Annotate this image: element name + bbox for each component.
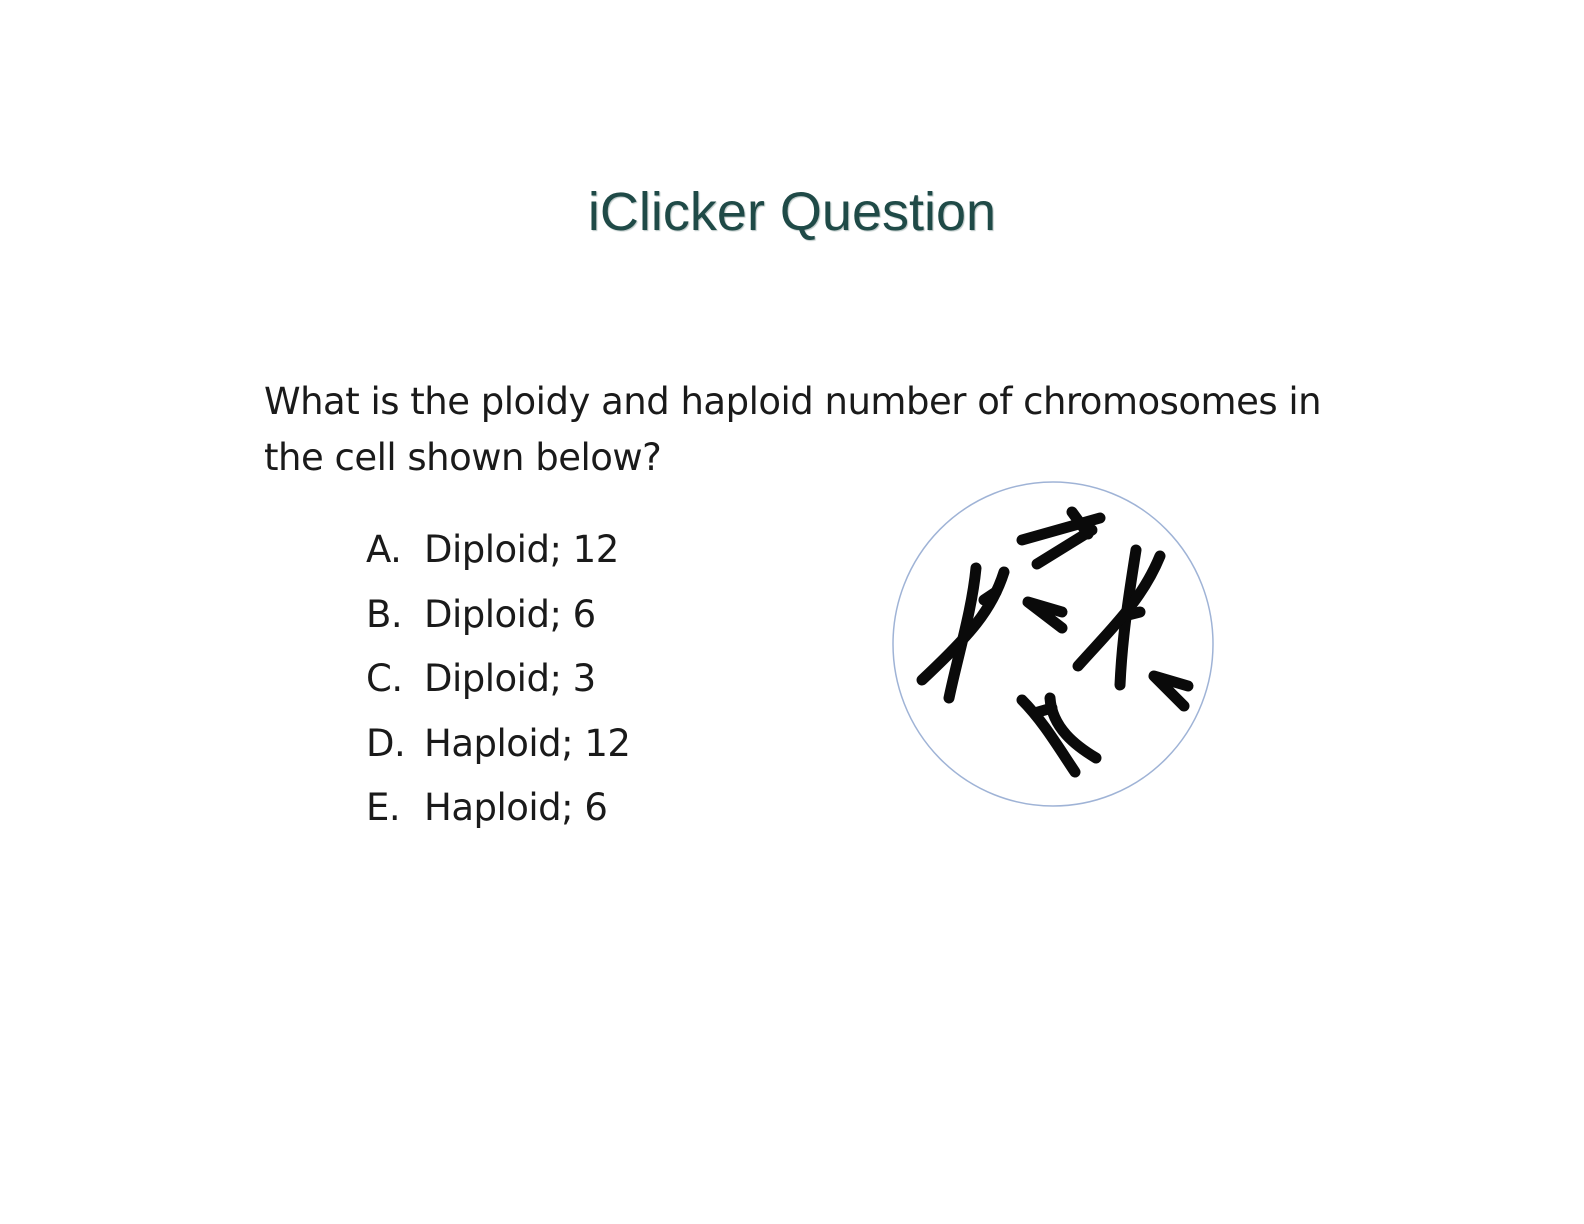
option-text: Haploid; 12 <box>424 721 631 765</box>
option-c[interactable] <box>366 647 630 712</box>
option-e[interactable] <box>366 776 630 841</box>
option-text: Diploid; 12 <box>424 528 619 571</box>
option-text: Diploid; 3 <box>424 657 596 700</box>
option-letter: D. <box>366 721 406 765</box>
option-b[interactable] <box>366 583 630 648</box>
option-letter: E. <box>366 786 401 829</box>
option-a[interactable] <box>366 518 630 583</box>
slide-title: iClicker Question <box>587 182 997 242</box>
option-text: Haploid; 6 <box>424 786 608 829</box>
answer-options <box>366 518 630 841</box>
option-text: Diploid; 6 <box>424 592 596 636</box>
option-letter: A. <box>366 528 402 571</box>
question-text: What is the ploidy and haploid number of chromosomes in the cell shown below? <box>264 380 1322 479</box>
cell-with-chromosomes-icon <box>892 480 1216 808</box>
option-d[interactable] <box>366 712 630 777</box>
option-letter: C. <box>366 657 403 700</box>
option-letter: B. <box>366 592 403 636</box>
